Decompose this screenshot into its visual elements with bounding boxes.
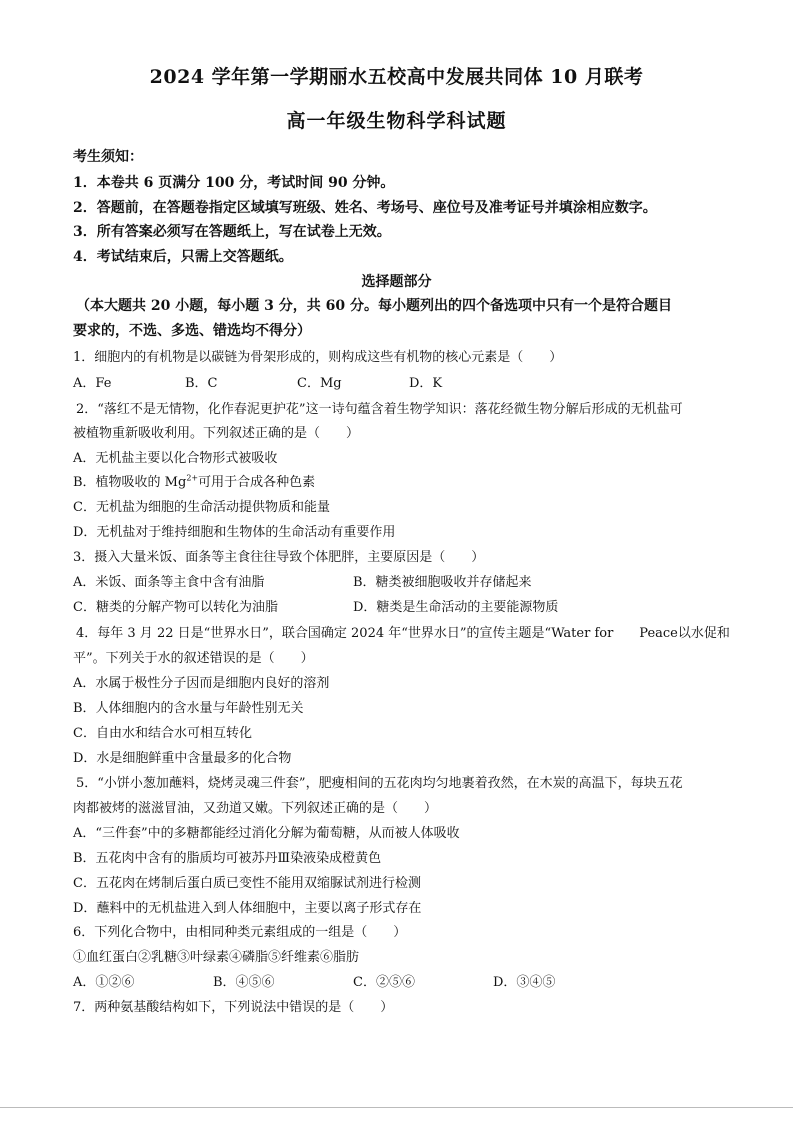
question-5-stem: 肉都被烤的滋滋冒油，又劲道又嫩。下列叙述正确的是（ ） <box>73 801 438 816</box>
question-5-stem: 5．“小饼小葱加蘸料，烧烤灵魂三件套”，肥瘦相间的五花肉均匀地裹着孜然，在木炭的高温下，每块五花 <box>76 776 683 791</box>
question-4-stem: 4．每年 3 月 22 日是“世界水日”，联合国确定 2024 年“世界水日”的宣传主题是“Water for Peace以水促和 <box>76 626 730 641</box>
q6-option-d: D．③④⑤ <box>493 975 556 990</box>
section-description: 要求的，不选、多选、错选均不得分） <box>73 323 311 339</box>
exam-title: 2024 学年第一学期丽水五校高中发展共同体 10 月联考 <box>149 66 644 88</box>
notice-heading: 考生须知： <box>73 149 143 165</box>
q6-option-a: A．①②⑥ <box>73 975 135 990</box>
q3-option-c: C．糖类的分解产物可以转化为油脂 <box>73 600 278 615</box>
section-description: （本大题共 20 小题，每小题 3 分，共 60 分。每小题列出的四个备选项中只有一个是符合题目 <box>76 298 672 314</box>
q5-option-c: C．五花肉在烤制后蛋白质已变性不能用双缩脲试剂进行检测 <box>73 876 421 891</box>
notice-item: 3．所有答案必须写在答题纸上，写在试卷上无效。 <box>73 224 391 240</box>
q4-option-a: A．水属于极性分子因而是细胞内良好的溶剂 <box>73 676 330 691</box>
question-2-stem: 2．“落红不是无情物，化作春泥更护花”这一诗句蕴含着生物学知识：落花经微生物分解后形成的无机盐可 <box>76 402 683 417</box>
q3-option-b: B．糖类被细胞吸收并存储起来 <box>353 575 532 590</box>
q2-option-b: B．植物吸收的 $Mg^{2+}$可用于合成各种色素 <box>73 473 316 490</box>
q4-option-b: B．人体细胞内的含水量与年龄性别无关 <box>73 701 304 716</box>
q1-option-d: D．K <box>409 376 443 391</box>
q2-option-c: C．无机盐为细胞的生命活动提供物质和能量 <box>73 500 330 515</box>
q5-option-a: A．“三件套”中的多糖都能经过消化分解为葡萄糖，从而被人体吸收 <box>73 826 460 841</box>
question-2-stem: 被植物重新吸收利用。下列叙述正确的是（ ） <box>73 426 360 441</box>
q2-option-d: D．无机盐对于维持细胞和生物体的生命活动有重要作用 <box>73 525 396 540</box>
q6-option-c: C．②⑤⑥ <box>353 975 415 990</box>
q5-option-b: B．五花肉中含有的脂质均可被苏丹Ⅲ染液染成橙黄色 <box>73 851 382 866</box>
notice-item: 1．本卷共 6 页满分 100 分，考试时间 90 分钟。 <box>73 175 395 191</box>
notice-item: 2．答题前，在答题卷指定区域填写班级、姓名、考场号、座位号及准考证号并填涂相应数字。 <box>73 200 657 216</box>
question-4-stem: 平”。下列关于水的叙述错误的是（ ） <box>73 651 314 666</box>
q6-compound-list: ①血红蛋白②乳糖③叶绿素④磷脂⑤纤维素⑥脂肪 <box>73 950 360 965</box>
q1-option-a: A．Fe <box>73 376 112 391</box>
page-bottom-rule <box>0 1107 793 1108</box>
section-title: 选择题部分 <box>361 274 432 290</box>
q5-option-d: D．蘸料中的无机盐进入到人体细胞中，主要以离子形式存在 <box>73 901 422 916</box>
notice-item: 4．考试结束后，只需上交答题纸。 <box>73 249 293 265</box>
exam-subtitle: 高一年级生物科学科试题 <box>286 110 507 132</box>
q3-option-d: D．糖类是生命活动的主要能源物质 <box>353 600 559 615</box>
q4-option-d: D．水是细胞鲜重中含量最多的化合物 <box>73 751 292 766</box>
q3-option-a: A．米饭、面条等主食中含有油脂 <box>73 575 265 590</box>
question-3-stem: 3．摄入大量米饭、面条等主食往往导致个体肥胖，主要原因是（ ） <box>73 550 485 565</box>
question-6-stem: 6．下列化合物中，由相同种类元素组成的一组是（ ） <box>73 925 407 940</box>
q6-option-b: B．④⑤⑥ <box>213 975 275 990</box>
q1-option-c: C．Mg <box>297 376 342 391</box>
question-1-stem: 1．细胞内的有机物是以碳链为骨架形成的，则构成这些有机物的核心元素是（ ） <box>73 350 563 365</box>
q2-option-a: A．无机盐主要以化合物形式被吸收 <box>73 451 278 466</box>
question-7-stem: 7．两种氨基酸结构如下，下列说法中错误的是（ ） <box>73 1000 394 1015</box>
q1-option-b: B．C <box>185 376 218 391</box>
q4-option-c: C．自由水和结合水可相互转化 <box>73 726 252 741</box>
